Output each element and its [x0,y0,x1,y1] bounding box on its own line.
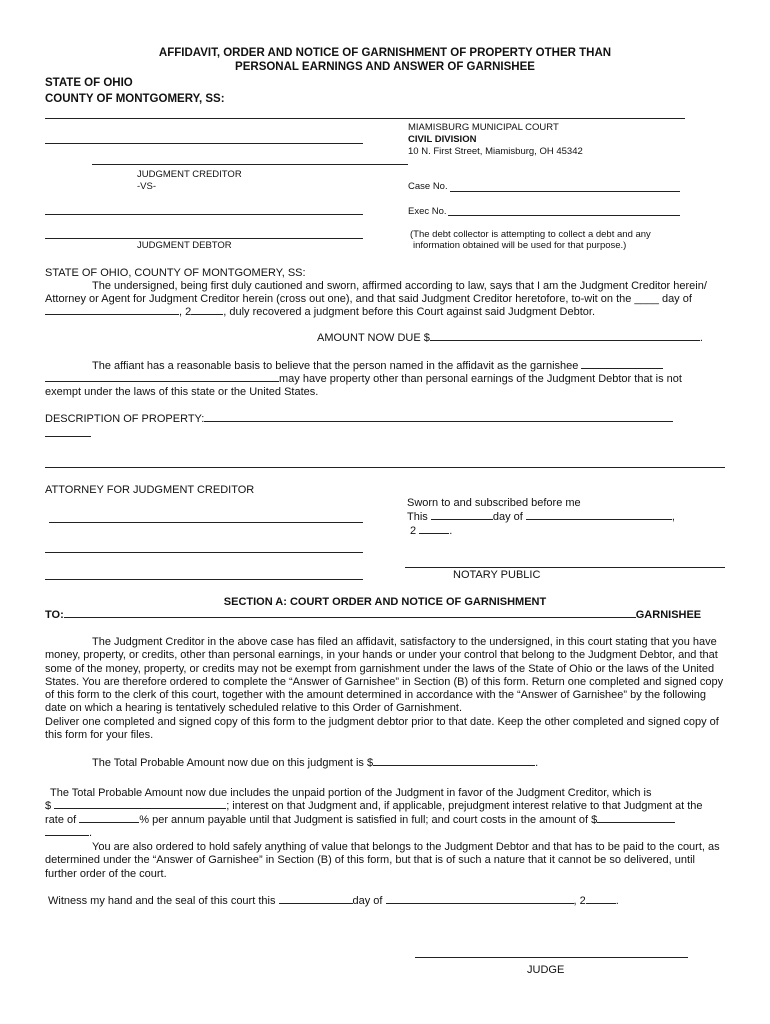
witness-year-field[interactable] [586,902,616,904]
attorney-address-line[interactable] [45,552,363,553]
amount-now-due-label: AMOUNT NOW DUE $ [317,332,430,344]
total-probable-amount-field[interactable] [373,764,535,766]
sworn-day-of-label: day of [492,511,523,523]
attorney-phone-line[interactable] [45,579,363,580]
description-label: DESCRIPTION OF PROPERTY: [45,413,205,425]
total-probable-amount-line: The Total Probable Amount now due on this judgment is $ . [92,757,539,769]
sworn-year-line: 2 . [410,525,453,537]
affiant-line2-text: may have property other than personal earnings of the Judgment Debtor that is not [279,373,682,385]
garnishee-to-field[interactable] [64,616,636,618]
venue-county: COUNTY OF MONTGOMERY, SS: [45,93,225,105]
affidavit-line2: Attorney or Agent for Judgment Creditor herein (cross out one), and that said Judgment Creditor heretofore, to-wit on the ____ day of [45,293,692,305]
description-field-2[interactable] [45,436,91,437]
judgment-year-field[interactable] [191,313,223,315]
court-costs-continued: . [45,827,92,839]
witness-day-field[interactable] [279,902,353,904]
judge-label: JUDGE [527,964,565,976]
witness-day-of-label: day of [352,895,383,907]
affiant-line1-text: The affiant has a reasonable basis to believe that the person named in the affidavit as the garnishee [92,360,579,372]
to-garnishee-line [45,609,701,621]
judge-signature-line[interactable] [415,957,688,958]
witness-label: Witness my hand and the seal of this court this [48,895,276,907]
section-a-paragraph-1: The Judgment Creditor in the above case has filed an affidavit, satisfactory to the undersigned, in this court stating that you have money, property, or credits, other than personal earnings, in your hands or under your control that belong to the Judgment Debtor, and that some of the money, property, or credits may not be exempt from garnishment under the laws of the State of Ohio or the laws of the United States. You are therefore ordered to complete the “Answer of Garnishee” in Section (B) of this form. Return one completed and signed copy of this form to the clerk of this court, together with the amount determined in accordance with the “Answer of Garnishee” by the following date on which a hearing is tentatively scheduled relative to this Order of Garnishment. [45,636,724,715]
document-title-line1: AFFIDAVIT, ORDER AND NOTICE OF GARNISHMENT OF PROPERTY OTHER THAN [158,47,612,59]
notary-public-label: NOTARY PUBLIC [453,569,541,581]
court-costs-field[interactable] [597,821,675,823]
affiant-line2 [45,373,682,385]
description-field-3[interactable] [45,467,725,468]
garnishee-name-field[interactable] [581,367,663,369]
court-costs-field-2[interactable] [45,834,89,836]
affidavit-year-prefix: , 2 [179,306,192,318]
exec-no-label: Exec No. [408,206,447,217]
affidavit-line3 [45,306,595,318]
debtor-name-line[interactable] [45,214,363,215]
notary-signature-line[interactable] [405,567,725,568]
case-no-label: Case No. [408,181,448,192]
witness-year-prefix: , 2 [573,895,586,907]
total-probable-amount-label: The Total Probable Amount now due on this judgment is $ [92,757,374,769]
sworn-text: Sworn to and subscribed before me [407,497,581,509]
creditor-name-line[interactable] [45,143,363,144]
section-a-paragraph-1b: Deliver one completed and signed copy of this form to the judgment debtor prior to that date. Keep the other completed and signed copy of this form for your files. [45,716,719,742]
sworn-this-label: This [407,511,428,523]
total-probable-line3-text: % per annum payable until that Judgment is satisfied in full; and court costs in the amount of $ [139,814,598,826]
amount-now-due: AMOUNT NOW DUE $ . [317,332,703,344]
sworn-day-field[interactable] [431,518,493,520]
description-of-property [45,413,673,425]
total-probable-line3 [45,814,675,826]
judgment-debtor-label: JUDGMENT DEBTOR [137,240,232,251]
judgment-amount-dollar: $ [45,800,52,812]
judgment-amount-field[interactable] [54,807,226,809]
affiant-line3: exempt under the laws of this state or the United States. [45,386,319,398]
total-probable-line2-text: ; interest on that Judgment and, if applicable, prejudgment interest relative to that Judgment at the [226,800,703,812]
section-a-paragraph-3: You are also ordered to hold safely anything of value that belongs to the Judgment Debtor and that has to be paid to the court, as determined under the “Answer of Garnishee” in Section (B) of this form, but that is of such a nature that it cannot be so delivered, until further order of the court. [45,841,720,880]
total-probable-line2 [45,800,703,812]
garnishee-label: GARNISHEE [635,609,702,621]
judgment-date-field[interactable] [45,313,179,315]
witness-month-field[interactable] [386,902,574,904]
court-division: CIVIL DIVISION [408,134,477,145]
section-a-heading: SECTION A: COURT ORDER AND NOTICE OF GARNISHMENT [223,596,547,608]
sworn-year-field[interactable] [419,532,449,534]
debtor-address-line[interactable] [45,238,363,239]
affidavit-line1: The undersigned, being first duly cautioned and sworn, affirmed according to law, says that I am the Judgment Creditor herein/ [92,280,707,292]
sworn-date-line: This day of , [407,511,675,523]
affidavit-heading: STATE OF OHIO, COUNTY OF MONTGOMERY, SS: [45,267,306,279]
sworn-month-field[interactable] [526,518,672,520]
creditor-address-line[interactable] [92,164,408,165]
description-field[interactable] [204,420,673,422]
garnishee-name-field-2[interactable] [45,380,279,382]
interest-rate-field[interactable] [79,821,139,823]
header-rule [45,118,685,119]
vs-label: -VS- [137,181,156,192]
exec-no-field[interactable] [448,215,680,216]
case-no-field[interactable] [450,191,680,192]
judgment-creditor-label: JUDGMENT CREDITOR [137,169,242,180]
to-label: TO: [45,609,64,621]
attorney-signature-line[interactable] [49,522,363,523]
court-name: MIAMISBURG MUNICIPAL COURT [408,122,559,133]
debt-notice-line2: information obtained will be used for that purpose.) [413,240,627,251]
interest-rate-label: rate of [45,814,77,826]
document-title-line2: PERSONAL EARNINGS AND ANSWER OF GARNISHEE [235,61,535,73]
witness-line: Witness my hand and the seal of this court this day of , 2 . [48,895,619,907]
venue-state: STATE OF OHIO [45,77,133,89]
total-probable-line1: The Total Probable Amount now due includes the unpaid portion of the Judgment in favor of the Judgment Creditor, which is [50,787,652,799]
amount-now-due-field[interactable] [430,339,700,341]
affiant-line1 [92,360,663,372]
debt-notice-line1: (The debt collector is attempting to collect a debt and any [410,229,651,240]
sworn-year-prefix: 2 [410,525,417,537]
court-address: 10 N. First Street, Miamisburg, OH 45342 [408,146,583,157]
attorney-label: ATTORNEY FOR JUDGMENT CREDITOR [45,484,255,496]
affidavit-line3-text: , duly recovered a judgment before this Court against said Judgment Debtor. [223,306,595,318]
